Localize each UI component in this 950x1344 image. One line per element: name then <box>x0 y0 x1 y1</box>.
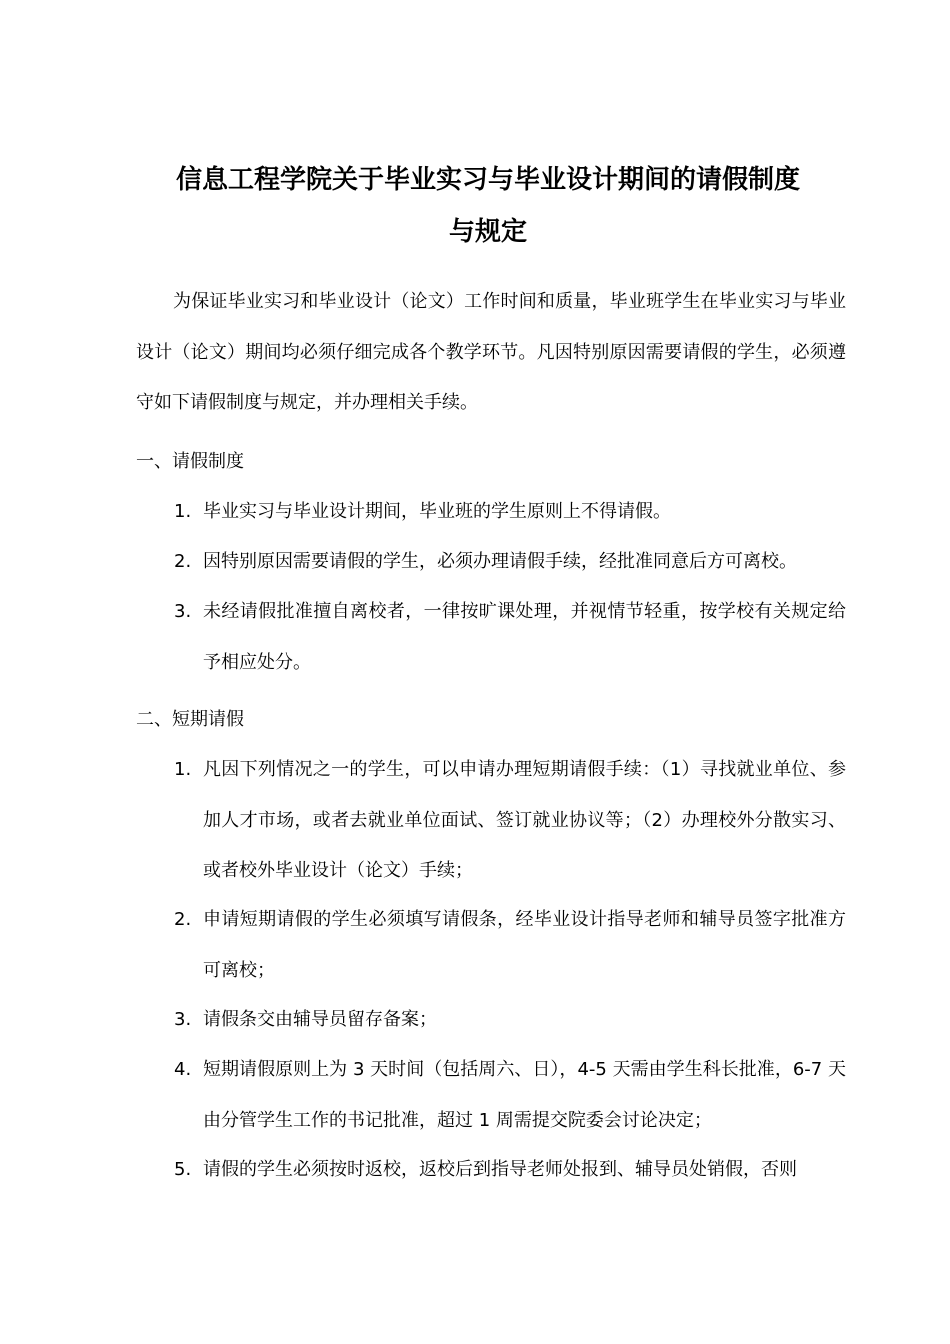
list-item <box>174 487 846 538</box>
list-item <box>174 1045 846 1146</box>
document-title <box>130 154 846 258</box>
intro-paragraph: 为保证毕业实习和毕业设计（论文）工作时间和质量，毕业班学生在毕业实习与毕业设计（论文）期间均必须仔细完成各个教学环节。凡因特别原因需要请假的学生，必须遵守如下请假制度与规定，并办理相关手续。 <box>136 291 846 413</box>
list-item-text: 短期请假原则上为 3 天时间（包括周六、日），4-5 天需由学生科长批准，6-7 天由分管学生工作的书记批准，超过 1 周需提交院委会讨论决定； <box>203 1059 846 1131</box>
list-item <box>174 995 846 1046</box>
list-item-number: 1. <box>174 759 192 780</box>
list-item-text: 因特别原因需要请假的学生，必须办理请假手续，经批准同意后方可离校。 <box>203 551 797 572</box>
list-item <box>174 745 846 897</box>
list-item-number: 4. <box>174 1059 192 1080</box>
list-item-number: 2. <box>174 909 192 930</box>
list-item-number: 2. <box>174 551 192 572</box>
list-item-number: 1. <box>174 501 192 522</box>
list-item-text: 申请短期请假的学生必须填写请假条，经毕业设计指导老师和辅导员签字批准方可离校； <box>203 909 846 981</box>
list-item <box>174 587 846 688</box>
list-item-text: 请假条交由辅导员留存备案； <box>203 1009 437 1030</box>
list-item <box>174 895 846 996</box>
section-heading-leave-system: 一、请假制度 <box>136 451 244 472</box>
list-item-number: 5. <box>174 1159 192 1180</box>
list-item-text: 凡因下列情况之一的学生，可以申请办理短期请假手续：（1）寻找就业单位、参加人才市场，或者去就业单位面试、签订就业协议等；（2）办理校外分散实习、或者校外毕业设计（论文）手续； <box>203 759 846 881</box>
section-heading-short-leave: 二、短期请假 <box>136 709 244 730</box>
list-item-text: 请假的学生必须按时返校，返校后到指导老师处报到、辅导员处销假，否则 <box>203 1159 797 1180</box>
list-item-text: 未经请假批准擅自离校者，一律按旷课处理，并视情节轻重，按学校有关规定给予相应处分。 <box>203 601 846 673</box>
list-item-number: 3. <box>174 1009 192 1030</box>
list-item-number: 3. <box>174 601 192 622</box>
title-line-2: 与规定 <box>448 217 527 247</box>
list-item <box>174 1145 846 1196</box>
title-line-1: 信息工程学院关于毕业实习与毕业设计期间的请假制度 <box>175 165 800 195</box>
list-item-text: 毕业实习与毕业设计期间，毕业班的学生原则上不得请假。 <box>203 501 671 522</box>
list-item <box>174 537 846 588</box>
